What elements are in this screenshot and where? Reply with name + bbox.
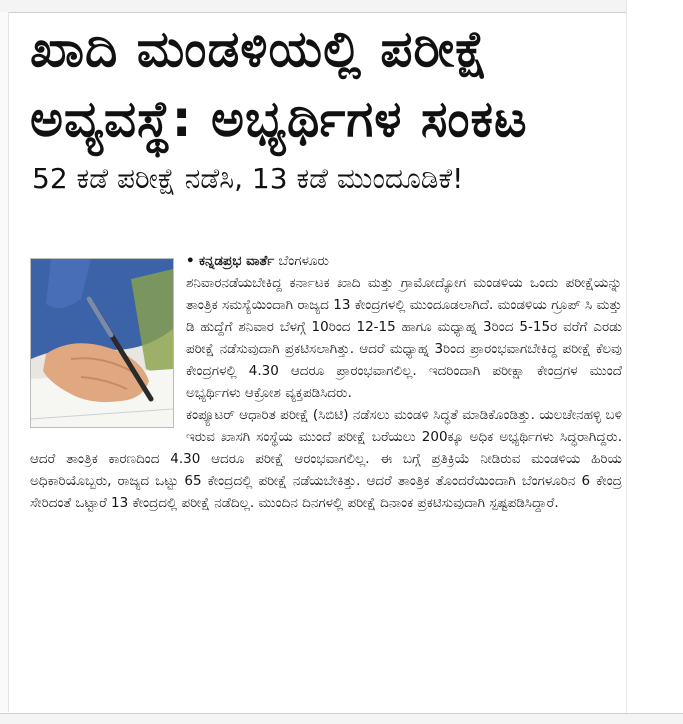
article-headline: ಖಾದಿ ಮಂಡಳಿಯಲ್ಲಿ ಪರೀಕ್ಷೆ ಅವ್ಯವಸ್ಥೆ: ಅಭ್ಯರ್ಥಿಗಳ ಸಂಕಟ: [30, 20, 528, 148]
article-byline: [186, 250, 622, 272]
page-frame-right: [626, 0, 683, 724]
page-frame-top: [0, 0, 683, 13]
article-subheadline: 52 ಕಡೆ ಪರೀಕ್ಷೆ ನಡೆಸಿ, 13 ಕಡೆ ಮುಂದೂಡಿಕೆ!: [32, 162, 464, 195]
article-body: [30, 250, 622, 514]
page-frame-bottom: [0, 713, 683, 724]
news-article: [20, 14, 624, 714]
byline-source: ಕನ್ನಡಪ್ರಭ ವಾರ್ತೆ: [198, 253, 275, 269]
page-frame-left: [0, 12, 9, 712]
article-paragraph-2: ಕಂಪ್ಯೂಟರ್ ಆಧಾರಿತ ಪರೀಕ್ಷೆ (ಸಿಬಿಟಿ) ನಡೆಸಲು ಮಂಡಳಿ ಸಿದ್ಧತೆ ಮಾಡಿಕೊಂಡಿತ್ತು. ಯಲಚೇನಹಳ್ಳಿ ಬಳಿ ಇರುವ ಖಾಸಗಿ ಸಂಸ್ಥೆಯ ಮುಂದೆ ಪರೀಕ್ಷೆ ಬರೆಯಲು 200ಕ್ಕೂ ಅಧಿಕ ಅಭ್ಯರ್ಥಿಗಳು ಸಿದ್ಧರಾಗಿದ್ದರು. ಆದರೆ ತಾಂತ್ರಿಕ ಕಾರಣದಿಂದ 4.30 ಆದರೂ ಪರೀಕ್ಷೆ ಆರಂಭವಾಗಲಿಲ್ಲ. ಈ ಬಗ್ಗೆ ಪ್ರತಿಕ್ರಿಯೆ ನೀಡಿರುವ ಮಂಡಳಿಯ ಹಿರಿಯ ಅಧಿಕಾರಿಯೊಬ್ಬರು, ರಾಜ್ಯದ ಒಟ್ಟು 65 ಕೇಂದ್ರದಲ್ಲಿ ಪರೀಕ್ಷೆ ನಡೆಯಬೇಕಿತ್ತು. ಆದರೆ ತಾಂತ್ರಿಕ ತೊಂದರೆಯಿಂದಾಗಿ ಬೆಂಗಳೂರಿನ 6 ಕೇಂದ್ರ ಸೇರಿದಂತೆ ಒಟ್ಟಾರೆ 13 ಕೇಂದ್ರದಲ್ಲಿ ಪರೀಕ್ಷೆ ನಡೆದಿಲ್ಲ. ಮುಂದಿನ ದಿನಗಳಲ್ಲಿ ಪರೀಕ್ಷೆ ದಿನಾಂಕ ಪ್ರಕಟಿಸುವುದಾಗಿ ಸ್ಪಷ್ಟಪಡಿಸಿದ್ದಾರೆ.: [30, 407, 622, 511]
photo-spacer: [30, 250, 186, 432]
byline-location: ಬೆಂಗಳೂರು: [278, 253, 329, 269]
article-paragraph-1: ಶನಿವಾರನಡೆಯಬೇಕಿದ್ದ ಕರ್ನಾಟಕ ಖಾದಿ ಮತ್ತು ಗ್ರಾಮೋದ್ಯೋಗ ಮಂಡಳಿಯ ಒಂದು ಪರೀಕ್ಷೆಯನ್ನು ತಾಂತ್ರಿಕ ಸಮಸ್ಯೆಯಿಂದಾಗಿ ರಾಜ್ಯದ 13 ಕೇಂದ್ರಗಳಲ್ಲಿ ಮುಂದೂಡಲಾಗಿದೆ. ಮಂಡಳಿಯ ಗ್ರೂಪ್ ಸಿ ಮತ್ತು ಡಿ ಹುದ್ದೆಗೆ ಶನಿವಾರ ಬೆಳಗ್ಗೆ 10ರಿಂದ 12-15 ಹಾಗೂ ಮಧ್ಯಾಹ್ನ 3ರಿಂದ 5-15ರ ವರೆಗೆ ಎರಡು ಪರೀಕ್ಷೆ ನಡೆಸುವುದಾಗಿ ಪ್ರಕಟಿಸಲಾಗಿತ್ತು. ಆದರೆ ಮಧ್ಯಾಹ್ನ 3ರಿಂದ ಪ್ರಾರಂಭವಾಗಬೇಕಿದ್ದ ಪರೀಕ್ಷೆ ಕೆಲವು ಕೇಂದ್ರಗಳಲ್ಲಿ 4.30 ಆದರೂ ಪ್ರಾರಂಭವಾಗಲಿಲ್ಲ. ಇದರಿಂದಾಗಿ ಪರೀಕ್ಷಾ ಕೇಂದ್ರಗಳ ಮುಂದೆ ಅಭ್ಯರ್ಥಿಗಳು ಆಕ್ರೋಶ ವ್ಯಕ್ತಪಡಿಸಿದರು.: [186, 275, 622, 401]
byline-bullet: •: [186, 253, 195, 269]
